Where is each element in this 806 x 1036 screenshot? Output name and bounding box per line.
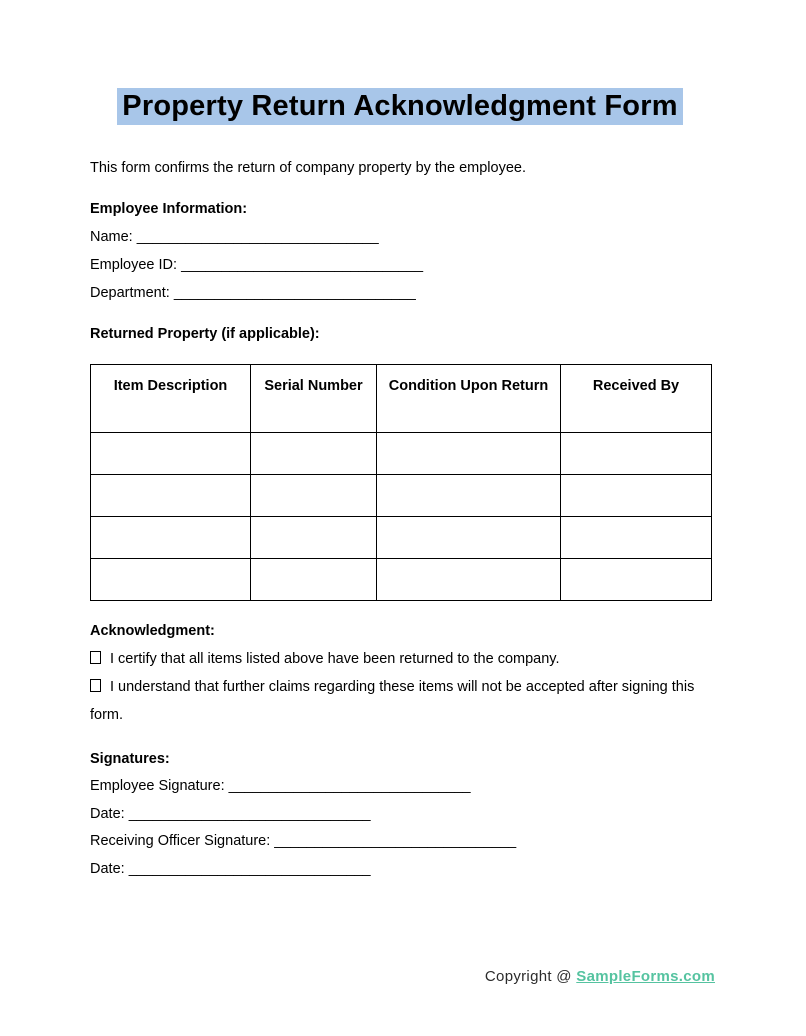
table-cell: [251, 475, 377, 517]
table-cell: [561, 475, 712, 517]
acknowledgment-section: [90, 617, 710, 729]
employee-information-heading: Employee Information:: [90, 201, 248, 218]
table-cell: [561, 433, 712, 475]
signatures-heading: Signatures:: [90, 751, 170, 768]
employee-signature-label: Employee Signature:: [90, 778, 229, 795]
sampleforms-link[interactable]: SampleForms.com: [576, 968, 715, 985]
receiving-officer-signature-field: [90, 828, 710, 856]
date-blank-line: ______________________________: [128, 860, 371, 877]
receiving-officer-signature-blank-line: ______________________________: [274, 833, 517, 850]
table-cell: [91, 559, 251, 601]
returned-property-heading: Returned Property (if applicable):: [90, 326, 320, 343]
date-field: [90, 801, 710, 829]
table-cell: [561, 559, 712, 601]
returned-property-table: [90, 364, 712, 601]
employee-signature-blank-line: ______________________________: [228, 778, 471, 795]
table-cell: [91, 475, 251, 517]
table-cell: [377, 559, 561, 601]
intro-text: This form confirms the return of company property by the employee.: [90, 160, 526, 177]
table-cell: [377, 433, 561, 475]
table-row: [91, 475, 712, 517]
table-cell: [91, 433, 251, 475]
checkbox-icon[interactable]: [90, 651, 101, 664]
name-blank-line: ______________________________: [136, 229, 379, 246]
acknowledgment-statement: [90, 645, 710, 673]
table-cell: [251, 433, 377, 475]
page-title: Property Return Acknowledgment Form: [117, 88, 682, 125]
table-header-row: [91, 365, 712, 433]
acknowledgment-statement-text: I understand that further claims regarding these items will not be accepted after signing this form.: [90, 679, 695, 724]
title-row: [90, 88, 710, 125]
date-label: Date:: [90, 805, 129, 822]
table-row: [91, 559, 712, 601]
header-condition-upon-return: Condition Upon Return: [377, 365, 561, 433]
receiving-officer-signature-label: Receiving Officer Signature:: [90, 833, 275, 850]
date-label: Date:: [90, 860, 129, 877]
department-label: Department:: [90, 285, 174, 302]
returned-property-section: [90, 320, 710, 601]
header-serial-number: Serial Number: [251, 365, 377, 433]
date-field: [90, 856, 710, 884]
table-cell: [91, 517, 251, 559]
footer: [485, 968, 715, 985]
signatures-section: [90, 745, 710, 883]
employee-id-field: [90, 251, 710, 279]
acknowledgment-heading: Acknowledgment:: [90, 623, 215, 640]
header-item-description: Item Description: [91, 365, 251, 433]
table-cell: [251, 559, 377, 601]
checkbox-icon[interactable]: [90, 679, 101, 692]
employee-signature-field: [90, 773, 710, 801]
table-cell: [377, 475, 561, 517]
header-received-by: Received By: [561, 365, 712, 433]
table-row: [91, 517, 712, 559]
department-field: [90, 279, 710, 307]
table-row: [91, 433, 712, 475]
name-field: [90, 223, 710, 251]
copyright-text: Copyright @: [484, 968, 577, 985]
employee-id-label: Employee ID:: [90, 257, 182, 274]
acknowledgment-statement: [90, 673, 710, 729]
name-label: Name:: [90, 229, 137, 246]
table-cell: [251, 517, 377, 559]
employee-id-blank-line: ______________________________: [181, 257, 424, 274]
acknowledgment-statement-text: I certify that all items listed above have been returned to the company.: [110, 651, 560, 668]
date-blank-line: ______________________________: [128, 805, 371, 822]
table-cell: [561, 517, 712, 559]
department-blank-line: ______________________________: [173, 285, 416, 302]
table-cell: [377, 517, 561, 559]
employee-information-section: [90, 195, 710, 307]
